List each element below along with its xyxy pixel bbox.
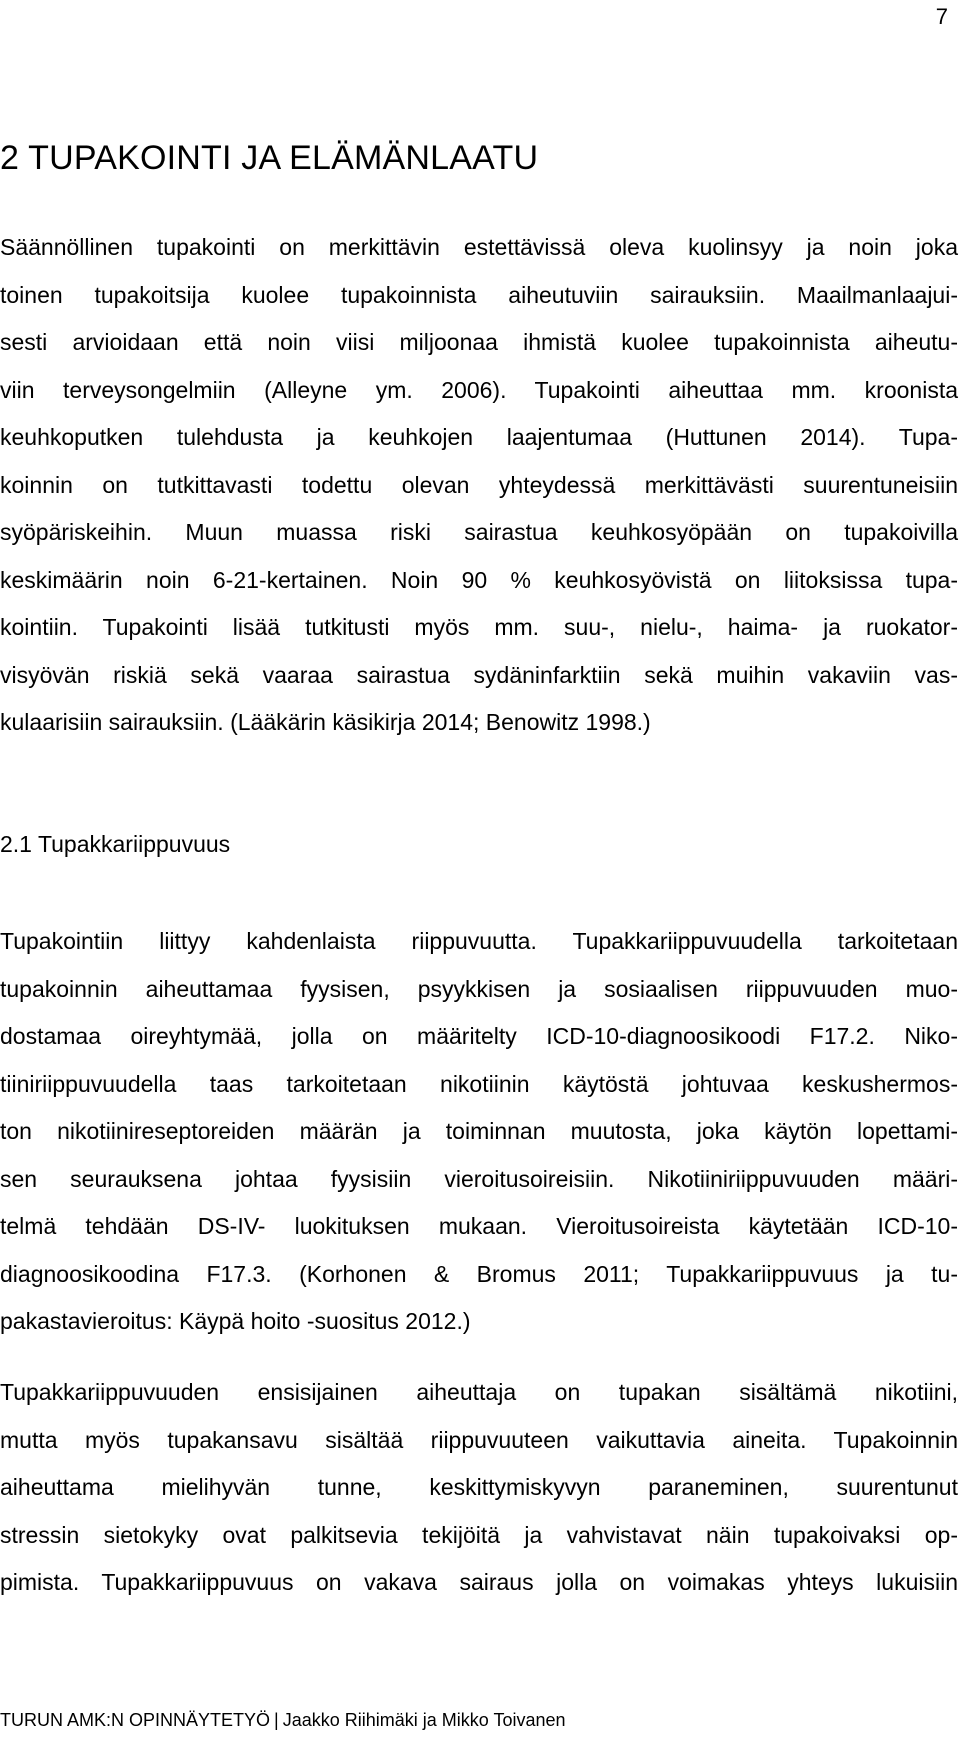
- paragraph-dependency-types: [0, 918, 958, 1346]
- paragraph-line: Tupakointiin liittyy kahdenlaista riippuvuutta. Tupakkariippuvuudella tarkoitetaan: [0, 928, 958, 954]
- paragraph-line: ton nikotiinireseptoreiden määrän ja toiminnan muutosta, joka käytön lopettami-: [0, 1118, 958, 1144]
- paragraph-line: viin terveysongelmiin (Alleyne ym. 2006). Tupakointi aiheuttaa mm. kroonista: [0, 376, 958, 403]
- footer-institution: TURUN AMK:N OPINNÄYTETYÖ: [0, 1710, 271, 1730]
- paragraph-line: kointiin. Tupakointi lisää tutkitusti myös mm. suu-, nielu-, haima- ja ruokator-: [0, 614, 958, 640]
- footer-authors: Jaakko Riihimäki ja Mikko Toivanen: [282, 1710, 566, 1730]
- paragraph-line: pimista. Tupakkariippuvuus on vakava sairaus jolla on voimakas yhteys lukuisiin: [0, 1569, 958, 1595]
- paragraph-line: tupakoinnin aiheuttamaa fyysisen, psyykkisen ja sosiaalisen riippuvuuden muo-: [0, 975, 958, 1002]
- page-number: 7: [935, 4, 948, 29]
- paragraph-line: mutta myös tupakansavu sisältää riippuvuuteen vaikuttavia aineita. Tupakoinnin: [0, 1426, 958, 1453]
- paragraph-nicotine-cause: [0, 1369, 958, 1607]
- paragraph-line: dostamaa oireyhtymää, jolla on määritelty ICD-10-diagnoosikoodi F17.2. Niko-: [0, 1023, 958, 1049]
- chapter-title: 2 TUPAKOINTI JA ELÄMÄNLAATU: [0, 139, 539, 177]
- paragraph-smoking-mortality: [0, 224, 958, 747]
- paragraph-line: Tupakkariippuvuuden ensisijainen aiheuttaja on tupakan sisältämä nikotiini,: [0, 1379, 958, 1405]
- paragraph-line: syöpäriskeihin. Muun muassa riski sairastua keuhkosyöpään on tupakoivilla: [0, 519, 958, 545]
- paragraph-line: koinnin on tutkittavasti todettu olevan yhteydessä merkittävästi suurentuneisiin: [0, 471, 958, 498]
- paragraph-line: keskimäärin noin 6-21-kertainen. Noin 90 % keuhkosyövistä on liitoksissa tupa-: [0, 566, 958, 593]
- paragraph-line: sen seurauksena johtaa fyysisiin vieroitusoireisiin. Nikotiiniriippuvuuden määri-: [0, 1165, 958, 1192]
- paragraph-line: visyövän riskiä sekä vaaraa sairastua sydäninfarktiin sekä muihin vakaviin vas-: [0, 661, 958, 688]
- paragraph-line: tiiniriippuvuudella taas tarkoitetaan nikotiinin käytöstä johtuvaa keskushermos-: [0, 1070, 958, 1097]
- section-title: 2.1 Tupakkariippuvuus: [0, 831, 231, 857]
- paragraph-line: toinen tupakoitsija kuolee tupakoinnista aiheutuviin sairauksiin. Maailmanlaajui-: [0, 281, 958, 308]
- paragraph-line: Säännöllinen tupakointi on merkittävin estettävissä oleva kuolinsyy ja noin joka: [0, 234, 958, 260]
- paragraph-line: aiheuttama mielihyvän tunne, keskittymiskyvyn paraneminen, suurentunut: [0, 1474, 958, 1500]
- paragraph-line: diagnoosikoodina F17.3. (Korhonen & Bromus 2011; Tupakkariippuvuus ja tu-: [0, 1260, 958, 1287]
- paragraph-line: kulaarisiin sairauksiin. (Lääkärin käsikirja 2014; Benowitz 1998.): [0, 709, 651, 735]
- footer-separator: |: [274, 1710, 279, 1730]
- page-footer: [0, 1708, 566, 1732]
- paragraph-line: keuhkoputken tulehdusta ja keuhkojen laajentumaa (Huttunen 2014). Tupa-: [0, 424, 958, 450]
- paragraph-line: sesti arvioidaan että noin viisi miljoonaa ihmistä kuolee tupakoinnista aiheutu-: [0, 329, 958, 355]
- paragraph-line: pakastavieroitus: Käypä hoito -suositus 2012.): [0, 1308, 471, 1334]
- paragraph-line: stressin sietokyky ovat palkitsevia tekijöitä ja vahvistavat näin tupakoivaksi op-: [0, 1521, 958, 1548]
- paragraph-line: telmä tehdään DS-IV- luokituksen mukaan. Vieroitusoireista käytetään ICD-10-: [0, 1213, 958, 1239]
